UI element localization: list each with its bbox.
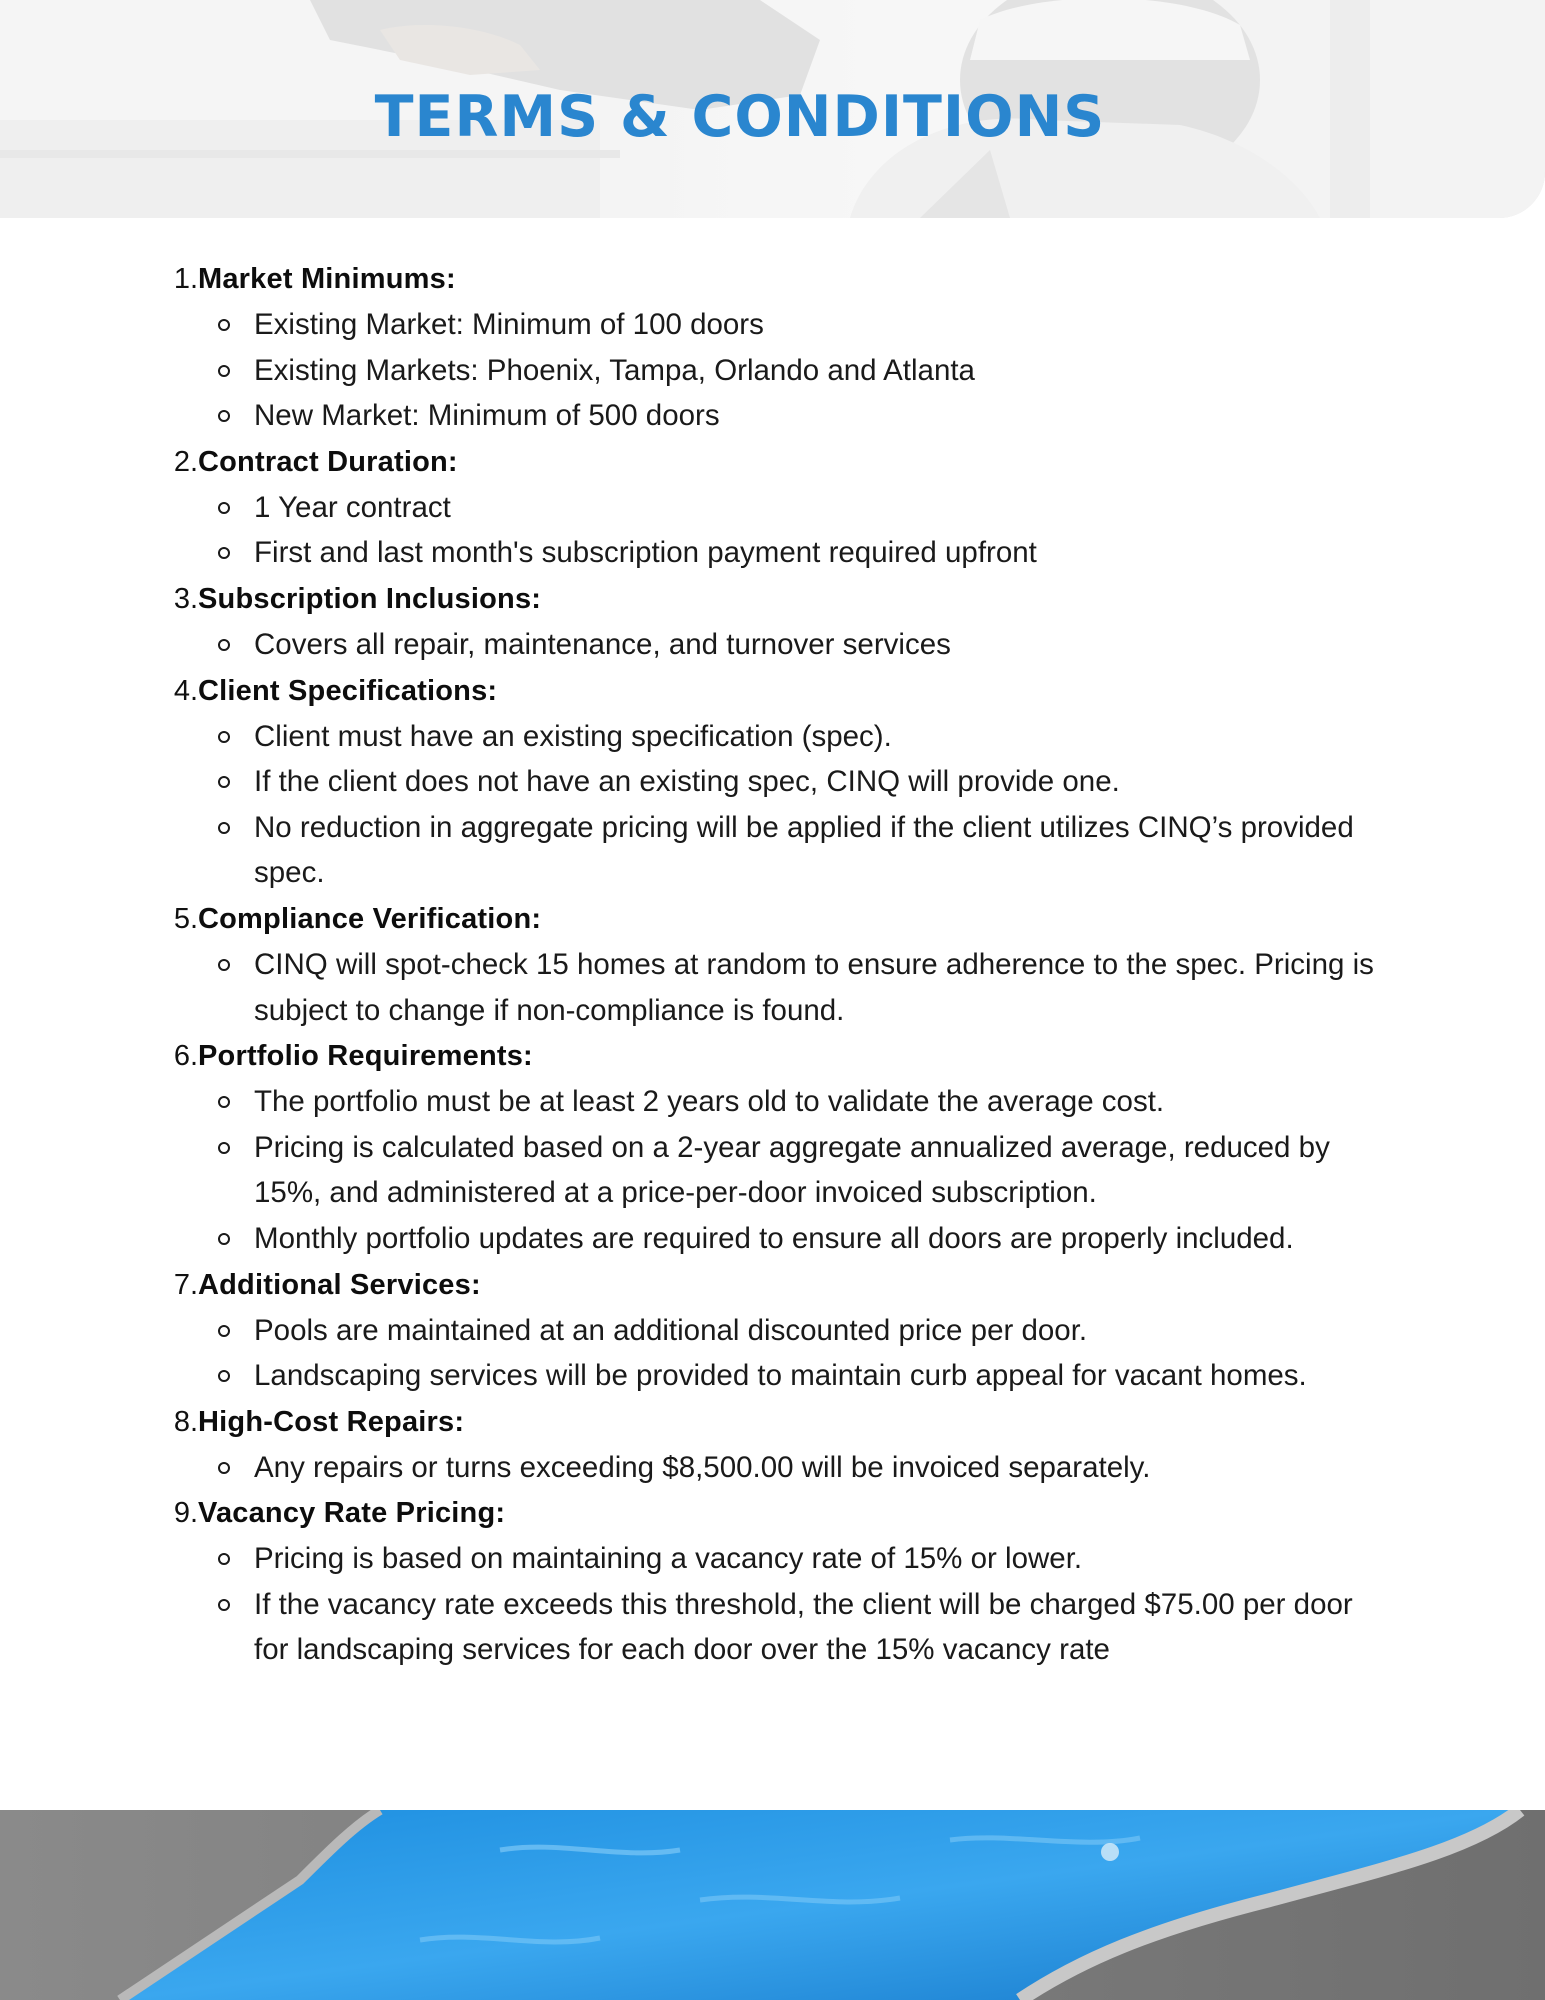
- list-item: [0, 302, 1545, 348]
- term-items: [0, 942, 1545, 1033]
- term-heading: [0, 439, 1545, 485]
- list-item: [0, 348, 1545, 394]
- list-item-text: If the vacancy rate exceeds this threshold, the client will be charged $75.00 per door for landscaping services for each door over the 15% vacancy rate: [254, 1587, 1353, 1667]
- term-items: [0, 714, 1545, 896]
- term-number: 2.: [173, 445, 198, 478]
- term-number: 1.: [173, 263, 198, 295]
- bullet-icon: [218, 319, 230, 331]
- list-item: [0, 1536, 1545, 1582]
- list-item-text: Landscaping services will be provided to maintain curb appeal for vacant homes.: [254, 1359, 1307, 1393]
- term-additional-services: [0, 1262, 1545, 1399]
- list-item-text: Client must have an existing specification (spec).: [254, 719, 892, 753]
- list-item-text: No reduction in aggregate pricing will be applied if the client utilizes CINQ’s provided spec.: [254, 810, 1354, 890]
- term-heading: [0, 256, 1545, 302]
- bullet-icon: [218, 1096, 230, 1108]
- term-contract-duration: [0, 439, 1545, 576]
- bullet-icon: [218, 822, 230, 834]
- bullet-icon: [218, 1370, 230, 1382]
- term-market-minimums: [0, 256, 1545, 439]
- term-title: Additional Services:: [198, 1268, 481, 1301]
- term-vacancy-rate-pricing: [0, 1490, 1545, 1673]
- term-heading: [0, 1262, 1545, 1308]
- list-item-text: The portfolio must be at least 2 years old to validate the average cost.: [254, 1085, 1165, 1119]
- list-item-text: If the client does not have an existing spec, CINQ will provide one.: [254, 765, 1120, 799]
- term-items: [0, 1308, 1545, 1399]
- term-number: 3.: [173, 582, 198, 615]
- list-item: [0, 1079, 1545, 1125]
- list-item: [0, 942, 1545, 1033]
- term-items: [0, 622, 1545, 668]
- bullet-icon: [218, 1462, 230, 1474]
- list-item: [0, 1125, 1545, 1216]
- bullet-icon: [218, 731, 230, 743]
- bullet-icon: [218, 639, 230, 651]
- bullet-icon: [218, 547, 230, 559]
- term-client-specifications: [0, 668, 1545, 896]
- term-items: [0, 485, 1545, 576]
- footer-pool-photo: [0, 1810, 1545, 2000]
- pool-illustration: [0, 1810, 1545, 2000]
- page-title: TERMS & CONDITIONS: [374, 84, 1106, 150]
- term-title: Market Minimums:: [198, 263, 456, 295]
- list-item-text: Any repairs or turns exceeding $8,500.00 will be invoiced separately.: [254, 1450, 1151, 1484]
- term-title: Portfolio Requirements:: [198, 1040, 533, 1073]
- term-number: 6.: [173, 1040, 198, 1073]
- term-heading: [0, 576, 1545, 622]
- terms-list: [0, 256, 1545, 1673]
- term-heading: [0, 1399, 1545, 1445]
- term-number: 5.: [173, 902, 198, 935]
- term-heading: [0, 668, 1545, 714]
- bullet-icon: [218, 1142, 230, 1154]
- list-item-text: Covers all repair, maintenance, and turnover services: [254, 627, 951, 661]
- list-item-text: Pricing is calculated based on a 2-year aggregate annualized average, reduced by 15%, and administered at a price-per-door invoiced subscription.: [254, 1130, 1330, 1210]
- list-item: [0, 805, 1545, 896]
- bullet-icon: [218, 1553, 230, 1565]
- term-title: Vacancy Rate Pricing:: [198, 1497, 506, 1530]
- term-number: 7.: [173, 1268, 198, 1301]
- term-number: 4.: [173, 674, 198, 707]
- bullet-icon: [218, 776, 230, 788]
- bullet-icon: [218, 502, 230, 514]
- term-heading: [0, 896, 1545, 942]
- list-item-text: Existing Market: Minimum of 100 doors: [254, 308, 764, 341]
- term-title: Contract Duration:: [198, 445, 458, 478]
- list-item: [0, 485, 1545, 531]
- list-item: [0, 1582, 1545, 1673]
- list-item: [0, 1216, 1545, 1262]
- term-heading: [0, 1033, 1545, 1079]
- term-compliance-verification: [0, 896, 1545, 1033]
- term-title: Subscription Inclusions:: [198, 582, 542, 615]
- list-item-text: Monthly portfolio updates are required to ensure all doors are properly included.: [254, 1221, 1294, 1255]
- term-title: Compliance Verification:: [198, 902, 542, 935]
- bullet-icon: [218, 365, 230, 377]
- term-title: Client Specifications:: [198, 674, 498, 707]
- term-high-cost-repairs: [0, 1399, 1545, 1491]
- list-item: [0, 714, 1545, 760]
- list-item: [0, 622, 1545, 668]
- term-heading: [0, 1490, 1545, 1536]
- list-item: [0, 1308, 1545, 1354]
- list-item-text: CINQ will spot-check 15 homes at random to ensure adherence to the spec. Pricing is subject to change if non-compliance is found.: [254, 947, 1374, 1027]
- list-item: [0, 393, 1545, 439]
- bullet-icon: [218, 1325, 230, 1337]
- term-items: [0, 1536, 1545, 1673]
- bullet-icon: [218, 410, 230, 422]
- list-item-text: New Market: Minimum of 500 doors: [254, 399, 720, 433]
- bullet-icon: [218, 1599, 230, 1611]
- term-number: 8.: [173, 1405, 198, 1438]
- list-item: [0, 759, 1545, 805]
- list-item-text: Existing Markets: Phoenix, Tampa, Orlando and Atlanta: [254, 353, 975, 387]
- term-portfolio-requirements: [0, 1033, 1545, 1261]
- list-item-text: Pricing is based on maintaining a vacancy rate of 15% or lower.: [254, 1542, 1083, 1576]
- list-item: [0, 530, 1545, 576]
- bullet-icon: [218, 1233, 230, 1245]
- list-item-text: Pools are maintained at an additional discounted price per door.: [254, 1313, 1088, 1347]
- bullet-icon: [218, 959, 230, 971]
- term-number: 9.: [173, 1497, 198, 1530]
- term-items: [0, 302, 1545, 439]
- term-items: [0, 1079, 1545, 1261]
- term-title: High-Cost Repairs:: [198, 1405, 465, 1438]
- list-item: [0, 1445, 1545, 1491]
- term-items: [0, 1445, 1545, 1491]
- term-subscription-inclusions: [0, 576, 1545, 668]
- list-item: [0, 1353, 1545, 1399]
- list-item-text: First and last month's subscription payment required upfront: [254, 536, 1037, 570]
- list-item-text: 1 Year contract: [254, 490, 451, 524]
